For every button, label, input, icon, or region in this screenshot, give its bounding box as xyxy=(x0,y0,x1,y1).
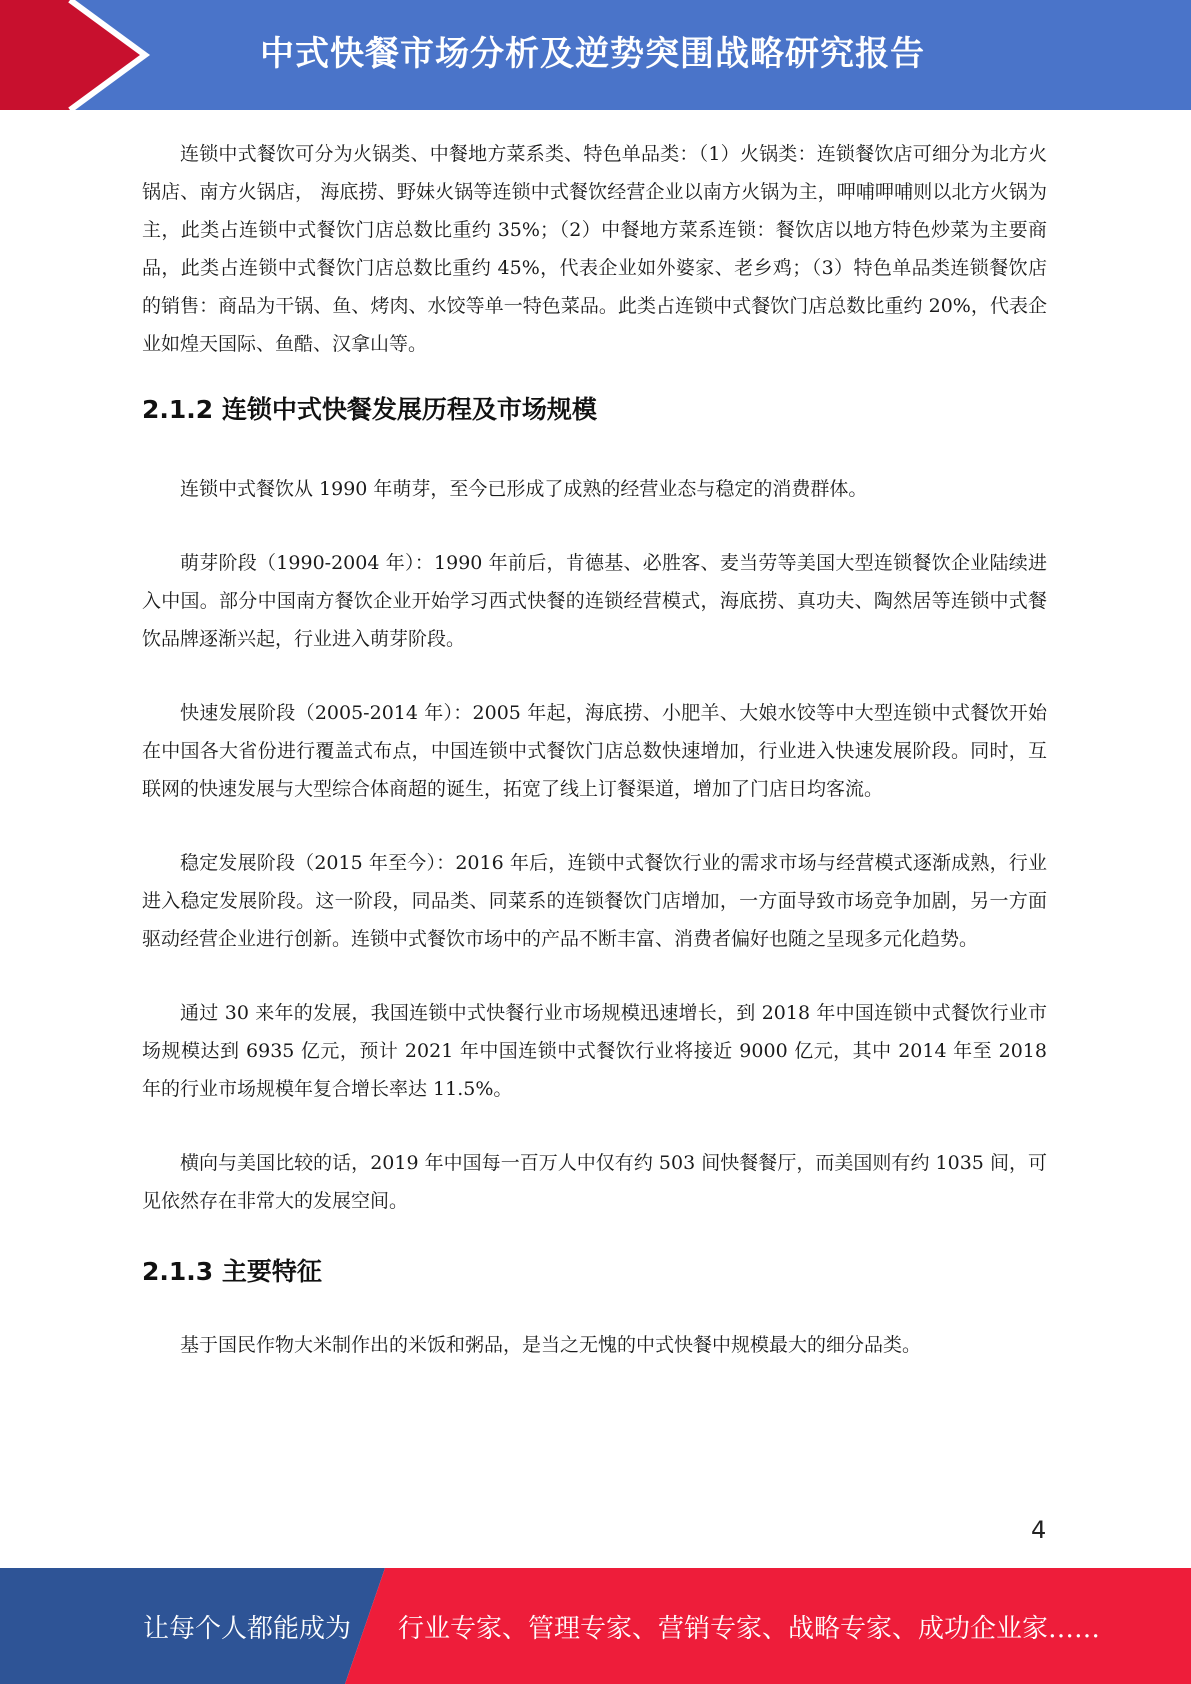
page-number: 4 xyxy=(1031,1516,1047,1544)
paragraph-market-size: 通过 30 来年的发展，我国连锁中式快餐行业市场规模迅速增长，到 2018 年中国连锁中式餐饮行业市场规模达到 6935 亿元，预计 2021 年中国连锁中式餐饮行业将接近 9000 亿元，其中 2014 年至 2018 年的行业市场规模年复合增长率达 11.5%。 xyxy=(142,1002,1047,1100)
page-content xyxy=(142,135,1047,1364)
paragraph-rice-category: 基于国民作物大米制作出的米饭和粥品，是当之无愧的中式快餐中规模最大的细分品类。 xyxy=(180,1334,922,1356)
paragraph-sprout-stage: 萌芽阶段（1990-2004 年）：1990 年前后，肯德基、必胜客、麦当劳等美国大型连锁餐饮企业陆续进入中国。部分中国南方餐饮企业开始学习西式快餐的连锁经营模式，海底捞、真功夫、陶然居等连锁中式餐饮品牌逐渐兴起，行业进入萌芽阶段。 xyxy=(142,552,1047,650)
footer-slogan-right: 行业专家、管理专家、营销专家、战略专家、成功企业家…… xyxy=(398,1614,1101,1644)
paragraph-rapid-stage: 快速发展阶段（2005-2014 年）：2005 年起，海底捞、小肥羊、大娘水饺等中大型连锁中式餐饮开始在中国各大省份进行覆盖式布点，中国连锁中式餐饮门店总数快速增加，行业进入快速发展阶段。同时，互联网的快速发展与大型综合体商超的诞生，拓宽了线上订餐渠道，增加了门店日均客流。 xyxy=(142,702,1047,800)
arrow-logo-icon xyxy=(0,0,300,110)
footer-banner xyxy=(0,1568,1191,1684)
footer-slogan-left: 让每个人都能成为 xyxy=(143,1614,352,1644)
header-banner xyxy=(0,0,1191,110)
paragraph-intro: 连锁中式餐饮从 1990 年萌芽，至今已形成了成熟的经营业态与稳定的消费群体。 xyxy=(180,478,868,500)
report-title: 中式快餐市场分析及逆势突围战略研究报告 xyxy=(260,34,925,74)
section-heading-2-1-3: 2.1.3 主要特征 xyxy=(142,1257,322,1286)
paragraph-chain-categories: 连锁中式餐饮可分为火锅类、中餐地方菜系类、特色单品类：（1）火锅类：连锁餐饮店可细分为北方火锅店、南方火锅店， 海底捞、野妹火锅等连锁中式餐饮经营企业以南方火锅为主，呷哺呷哺则以北方火锅为主，此类占连锁中式餐饮门店总数比重约 35%；（2）中餐地方菜系连锁：餐饮店以地方特色炒菜为主要商品，此类占连锁中式餐饮门店总数比重约 45%，代表企业如外婆家、老乡鸡；（3）特色单品类连锁餐饮店的销售：商品为干锅、鱼、烤肉、水饺等单一特色菜品。此类占连锁中式餐饮门店总数比重约 20%，代表企业如煌天国际、鱼酷、汉拿山等。 xyxy=(142,143,1047,355)
paragraph-us-comparison: 横向与美国比较的话，2019 年中国每一百万人中仅有约 503 间快餐餐厅，而美国则有约 1035 间，可见依然存在非常大的发展空间。 xyxy=(142,1152,1047,1212)
section-heading-2-1-2: 2.1.2 连锁中式快餐发展历程及市场规模 xyxy=(142,395,597,424)
paragraph-stable-stage: 稳定发展阶段（2015 年至今）：2016 年后，连锁中式餐饮行业的需求市场与经营模式逐渐成熟，行业进入稳定发展阶段。这一阶段，同品类、同菜系的连锁餐饮门店增加，一方面导致市场竞争加剧，另一方面驱动经营企业进行创新。连锁中式餐饮市场中的产品不断丰富、消费者偏好也随之呈现多元化趋势。 xyxy=(142,852,1047,950)
